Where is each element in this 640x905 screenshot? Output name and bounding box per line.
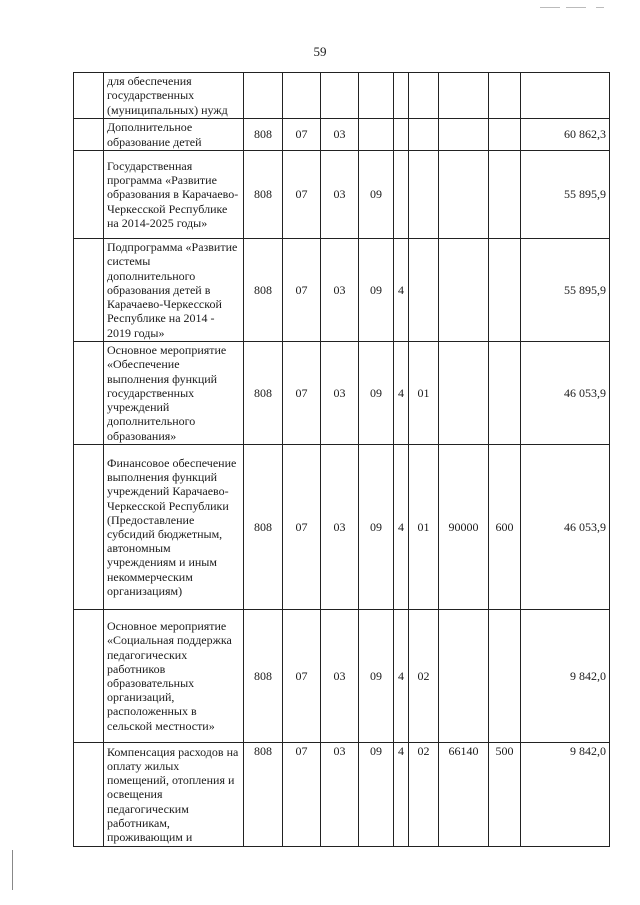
subprogram-code <box>394 151 409 239</box>
expense-type-code <box>489 73 521 119</box>
direction-code <box>439 119 489 151</box>
table-row <box>74 342 610 445</box>
section-code: 07 <box>283 342 321 445</box>
expense-type-code <box>489 239 521 342</box>
expense-type-code <box>489 151 521 239</box>
section-code: 07 <box>283 445 321 610</box>
direction-code: 90000 <box>439 445 489 610</box>
subsection-code: 03 <box>321 445 359 610</box>
event-code: 02 <box>409 610 439 743</box>
expense-type-code: 500 <box>489 743 521 847</box>
amount: 46 053,9 <box>521 445 610 610</box>
table-row <box>74 151 610 239</box>
page-number: 59 <box>313 44 327 59</box>
row-name: Компенсация расходов на оплату жилых помещений, отопления и освещения педагогическим работникам, проживающим и <box>104 743 244 847</box>
subprogram-code: 4 <box>394 743 409 847</box>
direction-code <box>439 342 489 445</box>
index-cell <box>74 743 104 847</box>
scan-mark <box>540 7 560 8</box>
subprogram-code: 4 <box>394 445 409 610</box>
direction-code <box>439 239 489 342</box>
amount <box>521 73 610 119</box>
direction-code <box>439 151 489 239</box>
subsection-code: 03 <box>321 239 359 342</box>
expense-type-code <box>489 610 521 743</box>
subsection-code: 03 <box>321 151 359 239</box>
table-row <box>74 445 610 610</box>
program-code: 09 <box>359 445 394 610</box>
index-cell <box>74 239 104 342</box>
subsection-code: 03 <box>321 610 359 743</box>
subprogram-code: 4 <box>394 610 409 743</box>
row-name: для обеспечения государственных (муниципальных) нужд <box>104 73 244 119</box>
subprogram-code: 4 <box>394 342 409 445</box>
event-code: 01 <box>409 445 439 610</box>
direction-code <box>439 73 489 119</box>
scan-mark <box>596 7 604 8</box>
table-row <box>74 239 610 342</box>
subsection-code: 03 <box>321 119 359 151</box>
index-cell <box>74 610 104 743</box>
program-code: 09 <box>359 610 394 743</box>
scan-edge <box>12 850 13 890</box>
section-code: 07 <box>283 239 321 342</box>
subsection-code: 03 <box>321 342 359 445</box>
event-code: 02 <box>409 743 439 847</box>
event-code <box>409 119 439 151</box>
section-code: 07 <box>283 610 321 743</box>
ministry-code: 808 <box>244 610 283 743</box>
section-code: 07 <box>283 151 321 239</box>
program-code <box>359 119 394 151</box>
amount: 60 862,3 <box>521 119 610 151</box>
row-name: Государственная программа «Развитие образования в Карачаево-Черкесской Республике на 2014-2025 годы» <box>104 151 244 239</box>
event-code <box>409 239 439 342</box>
amount: 9 842,0 <box>521 743 610 847</box>
budget-table <box>73 72 610 847</box>
amount: 9 842,0 <box>521 610 610 743</box>
ministry-code: 808 <box>244 445 283 610</box>
table-row <box>74 119 610 151</box>
program-code: 09 <box>359 743 394 847</box>
ministry-code <box>244 73 283 119</box>
amount: 55 895,9 <box>521 151 610 239</box>
program-code: 09 <box>359 239 394 342</box>
ministry-code: 808 <box>244 342 283 445</box>
scan-mark <box>566 7 586 8</box>
expense-type-code <box>489 342 521 445</box>
event-code <box>409 73 439 119</box>
event-code <box>409 151 439 239</box>
table-row <box>74 743 610 847</box>
table-row <box>74 73 610 119</box>
program-code: 09 <box>359 151 394 239</box>
row-name: Дополнительное образование детей <box>104 119 244 151</box>
program-code: 09 <box>359 342 394 445</box>
subprogram-code <box>394 73 409 119</box>
ministry-code: 808 <box>244 119 283 151</box>
event-code: 01 <box>409 342 439 445</box>
subprogram-code: 4 <box>394 239 409 342</box>
index-cell <box>74 445 104 610</box>
ministry-code: 808 <box>244 239 283 342</box>
index-cell <box>74 119 104 151</box>
section-code: 07 <box>283 743 321 847</box>
subsection-code: 03 <box>321 743 359 847</box>
row-name: Финансовое обеспечение выполнения функций учреждений Карачаево-Черкесской Республики (Предоставление субсидий бюджетным, автономным учреждениям и иным некоммерческим организациям) <box>104 445 244 610</box>
direction-code: 66140 <box>439 743 489 847</box>
ministry-code: 808 <box>244 743 283 847</box>
section-code: 07 <box>283 119 321 151</box>
index-cell <box>74 342 104 445</box>
row-name: Основное мероприятие «Социальная поддержка педагогических работников образовательных организаций, расположенных в сельской местности» <box>104 610 244 743</box>
direction-code <box>439 610 489 743</box>
subsection-code <box>321 73 359 119</box>
ministry-code: 808 <box>244 151 283 239</box>
section-code <box>283 73 321 119</box>
program-code <box>359 73 394 119</box>
amount: 55 895,9 <box>521 239 610 342</box>
expense-type-code: 600 <box>489 445 521 610</box>
row-name: Основное мероприятие «Обеспечение выполнения функций государственных учреждений дополнительного образования» <box>104 342 244 445</box>
index-cell <box>74 151 104 239</box>
index-cell <box>74 73 104 119</box>
expense-type-code <box>489 119 521 151</box>
amount: 46 053,9 <box>521 342 610 445</box>
subprogram-code <box>394 119 409 151</box>
table-row <box>74 610 610 743</box>
row-name: Подпрограмма «Развитие системы дополнительного образования детей в Карачаево-Черкесской Республике на 2014 - 2019 годы» <box>104 239 244 342</box>
